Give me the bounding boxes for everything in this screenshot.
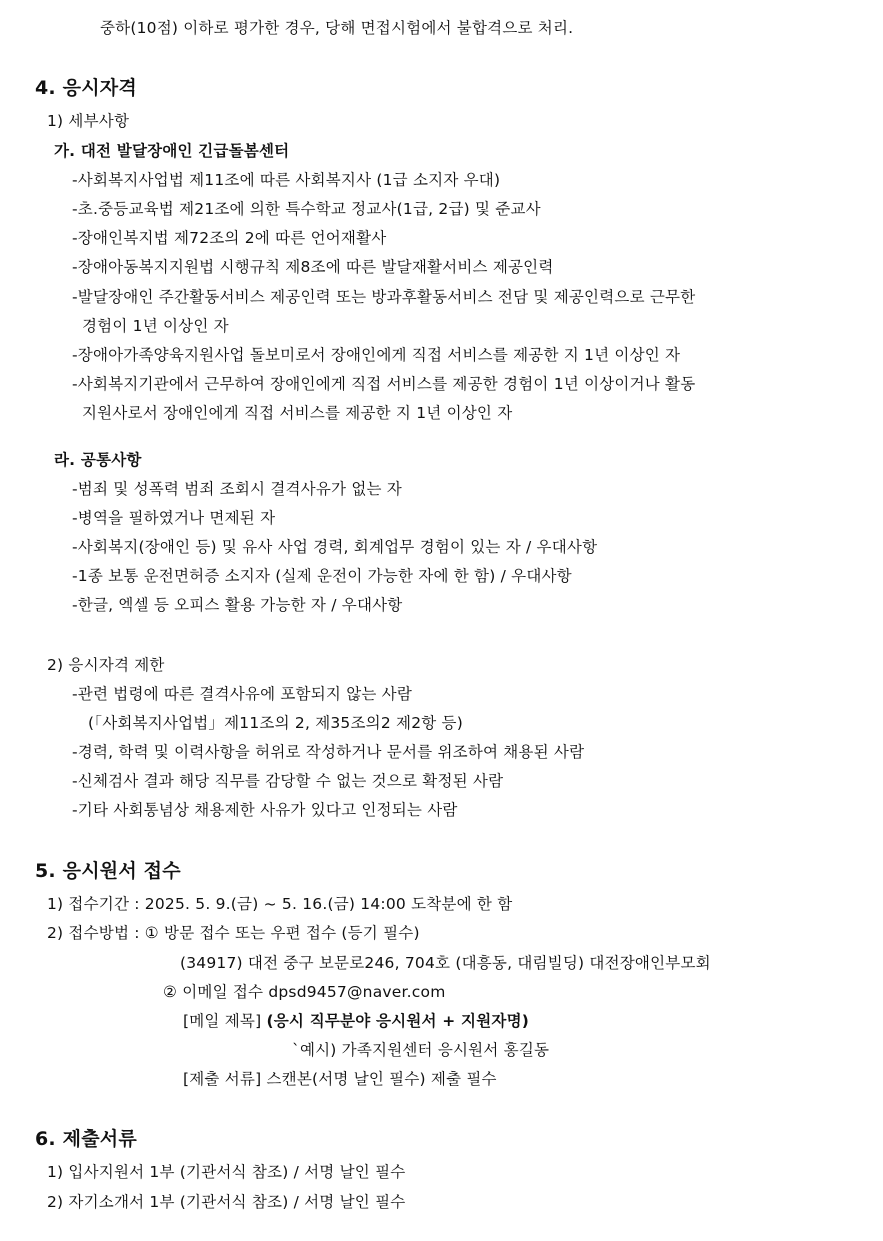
section-4-title: 4. 응시자격 xyxy=(35,77,137,99)
ga-item-continuation: 지원사로서 장애인에게 직접 서비스를 제공한 지 1년 이상인 자 xyxy=(82,404,513,422)
sub2-item: -신체검사 결과 해당 직무를 감당할 수 없는 것으로 확정된 사람 xyxy=(72,772,504,790)
section-4-sub2-label: 2) 응시자격 제한 xyxy=(47,656,165,674)
section-5-mail-subject xyxy=(183,1011,529,1031)
sub2-item: -기타 사회통념상 채용제한 사유가 있다고 인정되는 사람 xyxy=(72,801,458,819)
ra-item: -병역을 필하였거나 면제된 자 xyxy=(72,509,276,527)
sub2-item: -관련 법령에 따른 결격사유에 포함되지 않는 사람 xyxy=(72,685,413,703)
section-5-method: 2) 접수방법 : ① 방문 접수 또는 우편 접수 (등기 필수) xyxy=(47,924,420,942)
section-5-email: ② 이메일 접수 dpsd9457@naver.com xyxy=(163,983,446,1001)
ga-item: -사회복지기관에서 근무하여 장애인에게 직접 서비스를 제공한 경험이 1년 이상이거나 활동 xyxy=(72,375,696,393)
docs-label: [제출 서류] xyxy=(183,1070,262,1088)
ga-item: -장애아가족양육지원사업 돌보미로서 장애인에게 직접 서비스를 제공한 지 1년 이상인 자 xyxy=(72,346,681,364)
ga-item: -장애인복지법 제72조의 2에 따른 언어재활사 xyxy=(72,229,387,247)
section-6-item: 2) 자기소개서 1부 (기관서식 참조) / 서명 날인 필수 xyxy=(47,1193,406,1211)
mail-subject-value: (응시 직무분야 응시원서 + 지원자명) xyxy=(266,1012,530,1030)
ga-item: -발달장애인 주간활동서비스 제공인력 또는 방과후활동서비스 전담 및 제공인력으로 근무한 xyxy=(72,288,696,306)
sub2-item-continuation: (「사회복지사업법」제11조의 2, 제35조의2 제2항 등) xyxy=(88,714,463,732)
intro-line: 중하(10점) 이하로 평가한 경우, 당해 면접시험에서 불합격으로 처리. xyxy=(100,19,574,37)
mail-subject-label: [메일 제목] xyxy=(183,1012,262,1030)
section-5-title: 5. 응시원서 접수 xyxy=(35,860,181,882)
ra-item: -사회복지(장애인 등) 및 유사 사업 경력, 회계업무 경험이 있는 자 / 우대사항 xyxy=(72,538,598,556)
section-4-sub1-label: 1) 세부사항 xyxy=(47,112,130,130)
ra-item: -1종 보통 운전면허증 소지자 (실제 운전이 가능한 자에 한 함) / 우대사항 xyxy=(72,567,572,585)
section-5-example: `예시) 가족지원센터 응시원서 홍길동 xyxy=(292,1041,550,1059)
section-5-period: 1) 접수기간 : 2025. 5. 9.(금) ~ 5. 16.(금) 14:00 도착분에 한 함 xyxy=(47,895,513,913)
ga-item: -초.중등교육법 제21조에 의한 특수학교 정교사(1급, 2급) 및 준교사 xyxy=(72,200,541,218)
ra-item: -범죄 및 성폭력 범죄 조회시 결격사유가 없는 자 xyxy=(72,480,402,498)
ga-item: -사회복지사업법 제11조에 따른 사회복지사 (1급 소지자 우대) xyxy=(72,171,501,189)
ga-item: -장애아동복지지원법 시행규칙 제8조에 따른 발달재활서비스 제공인력 xyxy=(72,258,554,276)
section-5-address: (34917) 대전 중구 보문로246, 704호 (대흥동, 대림빌딩) 대전장애인부모회 xyxy=(180,954,711,972)
ga-item-continuation: 경험이 1년 이상인 자 xyxy=(82,317,229,335)
ra-item: -한글, 엑셀 등 오피스 활용 가능한 자 / 우대사항 xyxy=(72,596,403,614)
sub2-item: -경력, 학력 및 이력사항을 허위로 작성하거나 문서를 위조하여 채용된 사람 xyxy=(72,743,585,761)
section-6-title: 6. 제출서류 xyxy=(35,1128,137,1150)
section-6-item: 1) 입사지원서 1부 (기관서식 참조) / 서명 날인 필수 xyxy=(47,1163,406,1181)
section-4-ra-title: 라. 공통사항 xyxy=(54,451,142,469)
section-5-docs xyxy=(183,1069,497,1089)
section-4-ga-title: 가. 대전 발달장애인 긴급돌봄센터 xyxy=(54,142,290,160)
docs-value: 스캔본(서명 날인 필수) 제출 필수 xyxy=(266,1070,497,1088)
